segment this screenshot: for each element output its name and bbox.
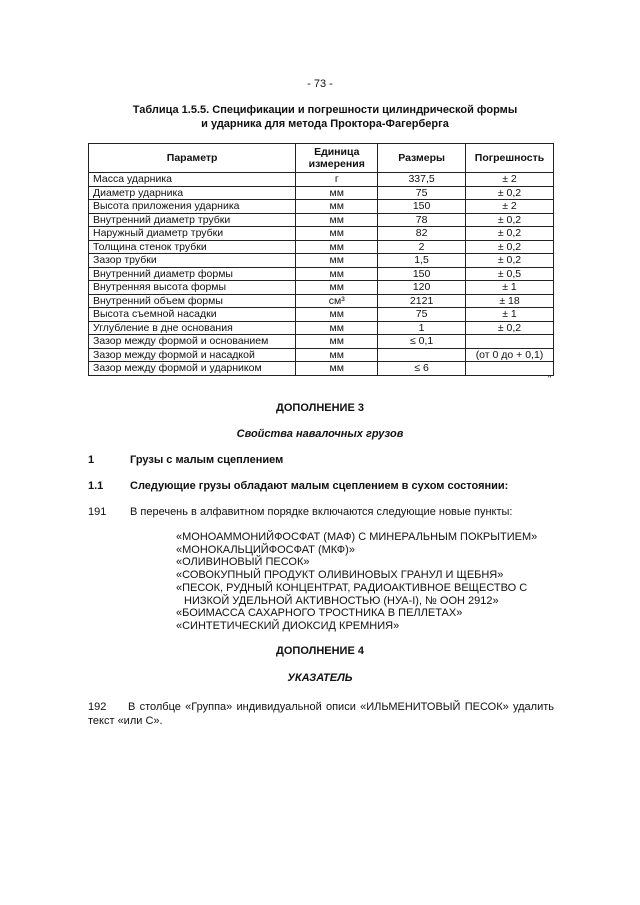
section-1-text: Грузы с малым сцеплением [130,454,284,466]
table-row [89,186,554,200]
header-param: Параметр [89,144,296,173]
cell-unit: мм [296,321,378,335]
table-row [89,200,554,214]
cargo-item: «СОВОКУПНЫЙ ПРОДУКТ ОЛИВИНОВЫХ ГРАНУЛ И ЩЕБНЯ» [176,569,504,582]
table-header-row [89,144,554,173]
cell-tol [466,335,554,349]
cell-size: 82 [378,227,466,241]
cell-unit: г [296,173,378,187]
cell-param: Внутренний диаметр трубки [89,213,296,227]
cell-param: Зазор трубки [89,254,296,268]
cell-size: ≤ 6 [378,362,466,376]
supplement-4-heading: ДОПОЛНЕНИЕ 4 [276,645,364,657]
cell-tol: ± 18 [466,294,554,308]
cell-tol: ± 0,2 [466,254,554,268]
cell-unit: мм [296,254,378,268]
cell-unit: мм [296,200,378,214]
table-row [89,267,554,281]
cell-tol: ± 2 [466,200,554,214]
table-row [89,335,554,349]
cell-size: 2 [378,240,466,254]
table-row [89,240,554,254]
cell-tol: ± 0,2 [466,186,554,200]
cell-param: Внутренняя высота формы [89,281,296,295]
cargo-item-continuation: НИЗКОЙ УДЕЛЬНОЙ АКТИВНОСТЬЮ (НУА-I), № ООН 2912» [184,594,499,607]
table-row [89,348,554,362]
cell-tol: ± 0,2 [466,240,554,254]
cell-param: Зазор между формой и основанием [89,335,296,349]
cell-size: 150 [378,267,466,281]
cell-param: Наружный диаметр трубки [89,227,296,241]
cell-unit: мм [296,213,378,227]
cell-unit: мм [296,362,378,376]
paragraph-191-text: В перечень в алфавитном порядке включаются следующие новые пункты: [130,506,513,518]
cell-unit: см³ [296,294,378,308]
header-unit-line-2: измерения [308,158,365,170]
supplement-3-heading: ДОПОЛНЕНИЕ 3 [276,402,364,414]
header-unit [296,144,378,173]
page-number: - 73 - [307,78,333,90]
section-1-number: 1 [88,454,95,466]
cell-unit: мм [296,267,378,281]
table-row [89,321,554,335]
spec-table [88,143,554,376]
supplement-3-subheading: Свойства навалочных грузов [236,428,404,440]
table-title [90,103,560,131]
cargo-item: «ПЕСОК, РУДНЫЙ КОНЦЕНТРАТ, РАДИОАКТИВНОЕ ВЕЩЕСТВО С [176,581,528,594]
table-row [89,173,554,187]
closing-quote: " [548,374,552,384]
cell-unit: мм [296,281,378,295]
paragraph-192-text: В столбце «Группа» индивидуальной описи «ИЛЬМЕНИТОВЫЙ ПЕСОК» удалить текст «или С». [88,701,554,727]
cell-size: 120 [378,281,466,295]
cargo-item: «БОИМАССА САХАРНОГО ТРОСТНИКА В ПЕЛЛЕТАХ» [176,607,463,620]
cell-tol: ± 0,2 [466,321,554,335]
section-1-1-number: 1.1 [88,480,104,492]
cell-size: ≤ 0,1 [378,335,466,349]
cell-size: 1 [378,321,466,335]
cell-tol: (от 0 до + 0,1) [466,348,554,362]
header-unit-line-1: Единица [314,146,360,158]
cell-unit: мм [296,348,378,362]
cargo-item: «МОНОКАЛЬЦИЙФОСФАТ (МКФ)» [176,543,355,556]
table-row [89,227,554,241]
cell-unit: мм [296,308,378,322]
header-size: Размеры [378,144,466,173]
cell-unit: мм [296,186,378,200]
cargo-item: «СИНТЕТИЧЕСКИЙ ДИОКСИД КРЕМНИЯ» [176,619,400,632]
cell-tol: ± 1 [466,281,554,295]
cell-tol: ± 0,5 [466,267,554,281]
cell-tol: ± 0,2 [466,213,554,227]
cell-param: Масса ударника [89,173,296,187]
supplement-4-subheading: УКАЗАТЕЛЬ [287,672,353,684]
cell-size: 337,5 [378,173,466,187]
cell-tol: ± 1 [466,308,554,322]
cell-size: 75 [378,308,466,322]
cell-unit: мм [296,240,378,254]
paragraph-191-number: 191 [88,506,107,518]
cell-param: Внутренний объем формы [89,294,296,308]
cell-tol [466,362,554,376]
cell-size [378,348,466,362]
cargo-item: «МОНОАММОНИЙФОСФАТ (МАФ) С МИНЕРАЛЬНЫМ ПОКРЫТИЕМ» [176,531,538,543]
cell-param: Зазор между формой и ударником [89,362,296,376]
table-row [89,213,554,227]
section-1-1-text: Следующие грузы обладают малым сцеплением в сухом состоянии: [130,480,509,492]
cell-param: Зазор между формой и насадкой [89,348,296,362]
cell-tol: ± 2 [466,173,554,187]
cell-param: Толщина стенок трубки [89,240,296,254]
table-row [89,294,554,308]
cell-size: 75 [378,186,466,200]
cell-param: Углубление в дне основания [89,321,296,335]
cell-size: 1,5 [378,254,466,268]
cargo-item: «ОЛИВИНОВЫЙ ПЕСОК» [176,556,310,569]
table-row [89,362,554,376]
cell-size: 2121 [378,294,466,308]
table-body [89,173,554,376]
paragraph-192-number: 192 [88,701,107,713]
cell-param: Внутренний диаметр формы [89,267,296,281]
header-tolerance: Погрешность [466,144,554,173]
cell-size: 150 [378,200,466,214]
cell-unit: мм [296,227,378,241]
cargo-list [176,531,566,633]
cell-param: Диаметр ударника [89,186,296,200]
table-row [89,281,554,295]
cell-param: Высота приложения ударника [89,200,296,214]
table-title-line-2: и ударника для метода Проктора-Фагерберга [201,118,449,130]
cell-tol: ± 0,2 [466,227,554,241]
cell-size: 78 [378,213,466,227]
cell-unit: мм [296,335,378,349]
table-row [89,308,554,322]
table-row [89,254,554,268]
cell-param: Высота съемной насадки [89,308,296,322]
table-title-line-1: Таблица 1.5.5. Спецификации и погрешности цилиндрической формы [132,104,518,116]
paragraph-192 [88,700,554,728]
